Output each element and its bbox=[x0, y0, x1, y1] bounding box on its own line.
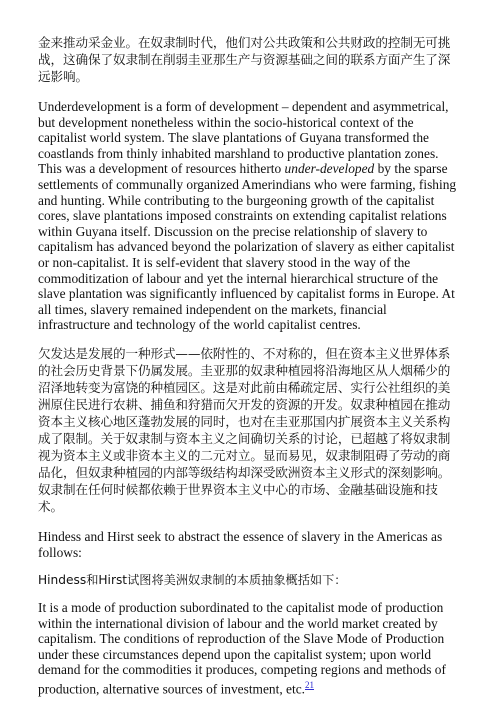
paragraph-zh-continuation: 金来推动采金业。在奴隶制时代，他们对公共政策和公共财政的控制无可挑战，这确保了奴隶制在削弱圭亚那生产与资源基础之间的联系方面产生了深远影响。 bbox=[38, 35, 451, 84]
emphasis-under-developed: under-developed bbox=[284, 161, 375, 177]
footnote-link[interactable]: 21 bbox=[304, 680, 314, 691]
quote-text: It is a mode of production subordinated to the capitalist mode of production within the international division of labour and the world market created by capitalism. The conditions of reproduction of the Slave Mode of Production under these circumstances depend upon the capitalist system; upon world demand for the commodities it produces, competing regions and methods of production, alternative sources of investment, etc. bbox=[38, 600, 446, 697]
paragraph-zh-hindess-hirst: Hindess和Hirst试图将美洲奴隶制的本质抽象概括如下： bbox=[38, 573, 347, 588]
paragraph-zh-underdevelopment: 欠发达是发展的一种形式——依附性的、不对称的，但在资本主义世界体系的社会历史背景下仍属发展。圭亚那的奴隶种植园将沿海地区从人烟稀少的沼泽地转变为富饶的种植园区。这是对此前由稀疏定居、实行公社组织的美洲原住民进行农耕、捕鱼和狩猎而欠开发的资源的开发。奴隶种植园在推动资本主义核心地区蓬勃发展的同时，也对在圭亚那国内扩展资本主义关系构成了限制。关于奴隶制与资本主义之间确切关系的讨论，已超越了将奴隶制视为资本主义或非资本主义的二元对立。显而易见，奴隶制阻碍了劳动的商品化，但奴隶种植园的内部等级结构却深受欧洲资本主义形式的深刻影响。奴隶制在任何时候都依赖于世界资本主义中心的市场、金融基础设施和技术。 bbox=[38, 345, 451, 514]
paragraph-en-hindess-hirst: Hindess and Hirst seek to abstract the essence of slavery in the Americas as follows: bbox=[38, 528, 443, 560]
blockquote-en-mode-of-production bbox=[38, 600, 462, 697]
paragraph-text: Underdevelopment is a form of development – dependent and asymmetrical, but development nonetheless within the socio-historical context of the capitalist world system. The slave plantations of Guyana transformed the coastlands from thinly inhabited marshland to productive plantation zones. This was a development of resources hitherto bbox=[38, 99, 449, 177]
paragraph-en-underdevelopment bbox=[38, 99, 462, 333]
paragraph-text: by the sparse settlements of communally organized Amerindians who were farming, fishing and hunting. While contributing to the burgeoning growth of the capitalist cores, slave plantations imposed constraints on extending capitalist relations within Guyana itself. Discussion on the precise relationship of slavery to capitalism has advanced beyond the polarization of slavery as either capitalist or non-capitalist. It is self-evident that slavery stood in the way of the commoditization of labour and yet the internal hierarchical structure of the slave plantation was significantly influenced by capitalist forms in Europe. At all times, slavery remained independent on the markets, financial infrastructure and technology of the world capitalist centres. bbox=[38, 161, 457, 333]
document-page bbox=[38, 34, 462, 709]
